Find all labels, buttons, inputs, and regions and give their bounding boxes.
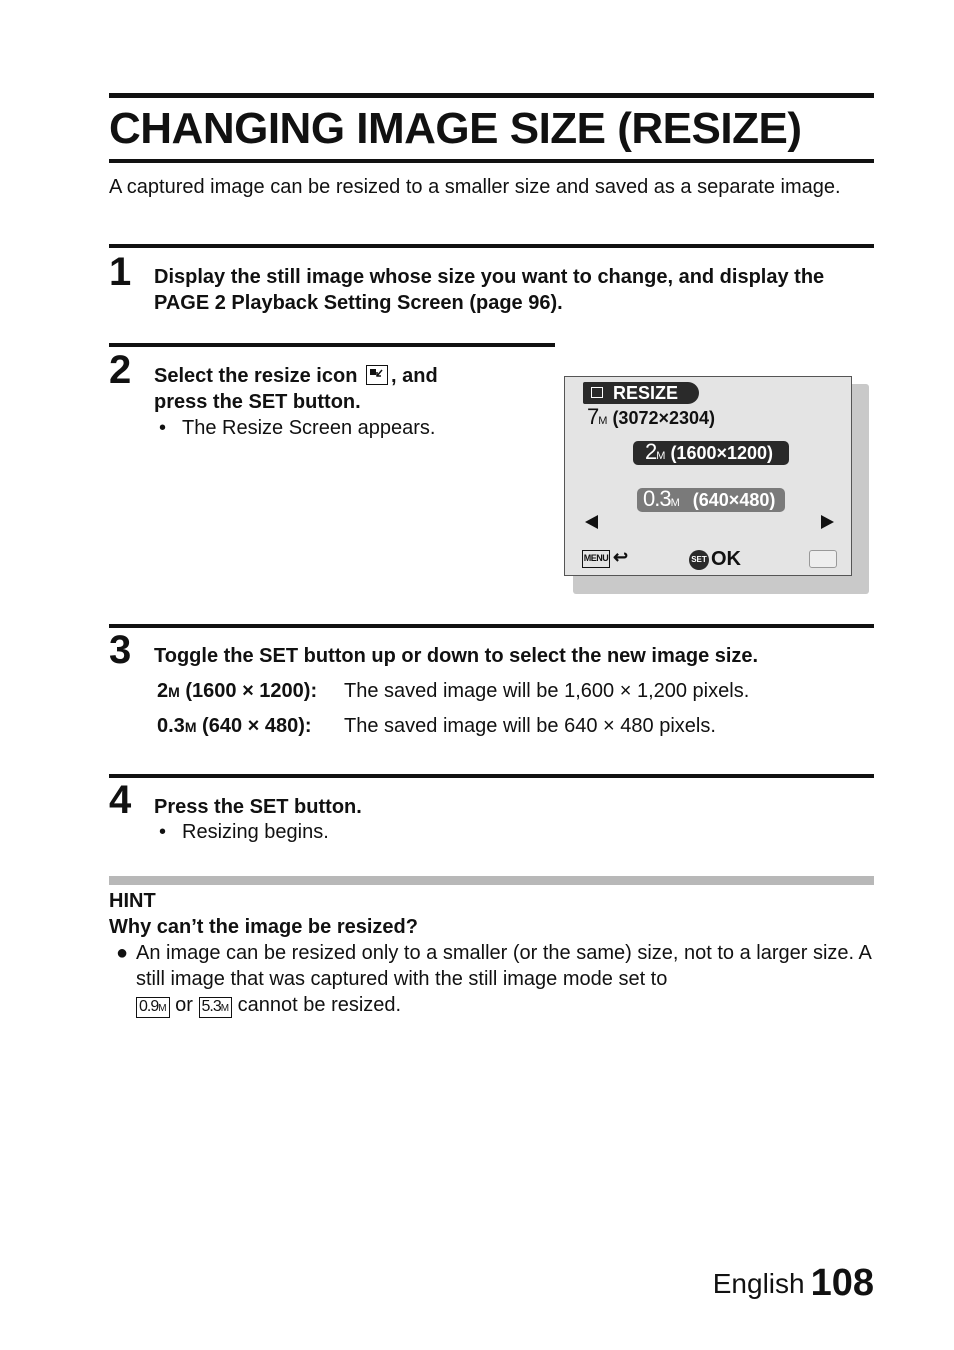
step-4-number: 4 [109,778,132,822]
def-desc-0-3m: The saved image will be 640 × 480 pixels. [344,715,716,737]
page-title: CHANGING IMAGE SIZE (RESIZE) [109,104,802,153]
step-2-bullet: • The Resize Screen appears. [159,417,436,439]
hint-body-a: An image can be resized only to a smaller (or the same) size, not to a larger size. A still image that was captured with the still image mode set to [136,942,871,990]
arrow-right-icon[interactable] [821,515,834,529]
step-1-text: Display the still image whose size you want to change, and display the PAGE 2 Playback Setting Screen (page 96). [154,266,825,314]
step-4-bullet-text: Resizing begins. [182,821,329,843]
mode-unit: M [220,1003,230,1014]
battery-icon [809,550,837,568]
size-option-2m[interactable] [633,441,789,465]
arrow-left-icon[interactable] [585,515,598,529]
option-dims: (640×480) [692,490,776,510]
step-2-rule [109,343,555,347]
resize-mini-icon [591,387,603,398]
page-number: 108 [810,1262,874,1304]
size-option-0-3m[interactable] [637,488,785,512]
back-arrow-icon: ↩ [613,547,629,567]
hint-body-text [136,940,876,1018]
page-footer [713,1262,874,1305]
mode-size: 0.9 [139,998,159,1015]
title-bottom-rule [109,159,874,163]
resize-screen [564,376,852,576]
term-unit: M [184,719,197,735]
hint-bar [109,876,874,885]
option-unit: M [598,415,608,427]
step-1-number: 1 [109,250,132,294]
mode-icon-5-3m [199,997,233,1018]
def-term-0-3m [157,713,312,740]
step-4-text: Press the SET button. [154,796,362,818]
option-unit: M [656,450,666,462]
mode-size: 5.3 [201,998,221,1015]
hint-bullet: ● [116,942,129,964]
resize-tab-label: RESIZE [613,383,679,403]
set-icon[interactable]: SET [689,550,709,570]
step-2-text-c: press the SET button. [154,391,361,413]
intro-text: A captured image can be resized to a smaller size and saved as a separate image. [109,176,841,198]
ok-label: OK [711,548,741,570]
mode-icon-0-9m [136,997,170,1018]
menu-icon[interactable]: MENU [582,550,610,568]
step-2-number: 2 [109,348,132,392]
hint-body-b: cannot be resized. [237,994,402,1016]
step-1-rule [109,244,874,248]
size-option-7m[interactable] [587,406,715,432]
def-desc-2m: The saved image will be 1,600 × 1,200 pixels. [344,680,750,702]
option-size: 7 [587,404,599,429]
term-size: 2 [157,680,169,702]
resize-icon [366,365,388,385]
step-3-number: 3 [109,628,132,672]
mode-unit: M [158,1003,167,1014]
term-dims: (640 × 480): [196,715,312,737]
step-3-rule [109,624,874,628]
option-dims: (3072×2304) [612,408,716,428]
step-4-bullet: • Resizing begins. [159,821,329,843]
hint-heading: HINT [109,890,156,912]
step-2-text [154,363,554,415]
hint-body-or: or [175,994,193,1016]
resize-tab [583,382,699,404]
option-unit: M [670,497,680,509]
step-3-text: Toggle the SET button up or down to select the new image size. [154,645,759,667]
step-2-text-a: Select the resize icon [154,365,358,387]
step-2-bullet-text: The Resize Screen appears. [182,417,436,439]
step-2-text-b: , and [390,365,438,387]
footer-language: English [712,1268,805,1299]
option-size: 0.3 [643,486,671,511]
option-size: 2 [645,439,657,464]
option-dims: (1600×1200) [670,443,774,463]
term-unit: M [168,684,180,700]
term-size: 0.3 [157,715,185,737]
hint-question: Why can’t the image be resized? [109,916,418,938]
def-term-2m [157,678,317,705]
term-dims: (1600 × 1200): [179,680,318,702]
step-4-rule [109,774,874,778]
title-top-rule [109,93,874,98]
